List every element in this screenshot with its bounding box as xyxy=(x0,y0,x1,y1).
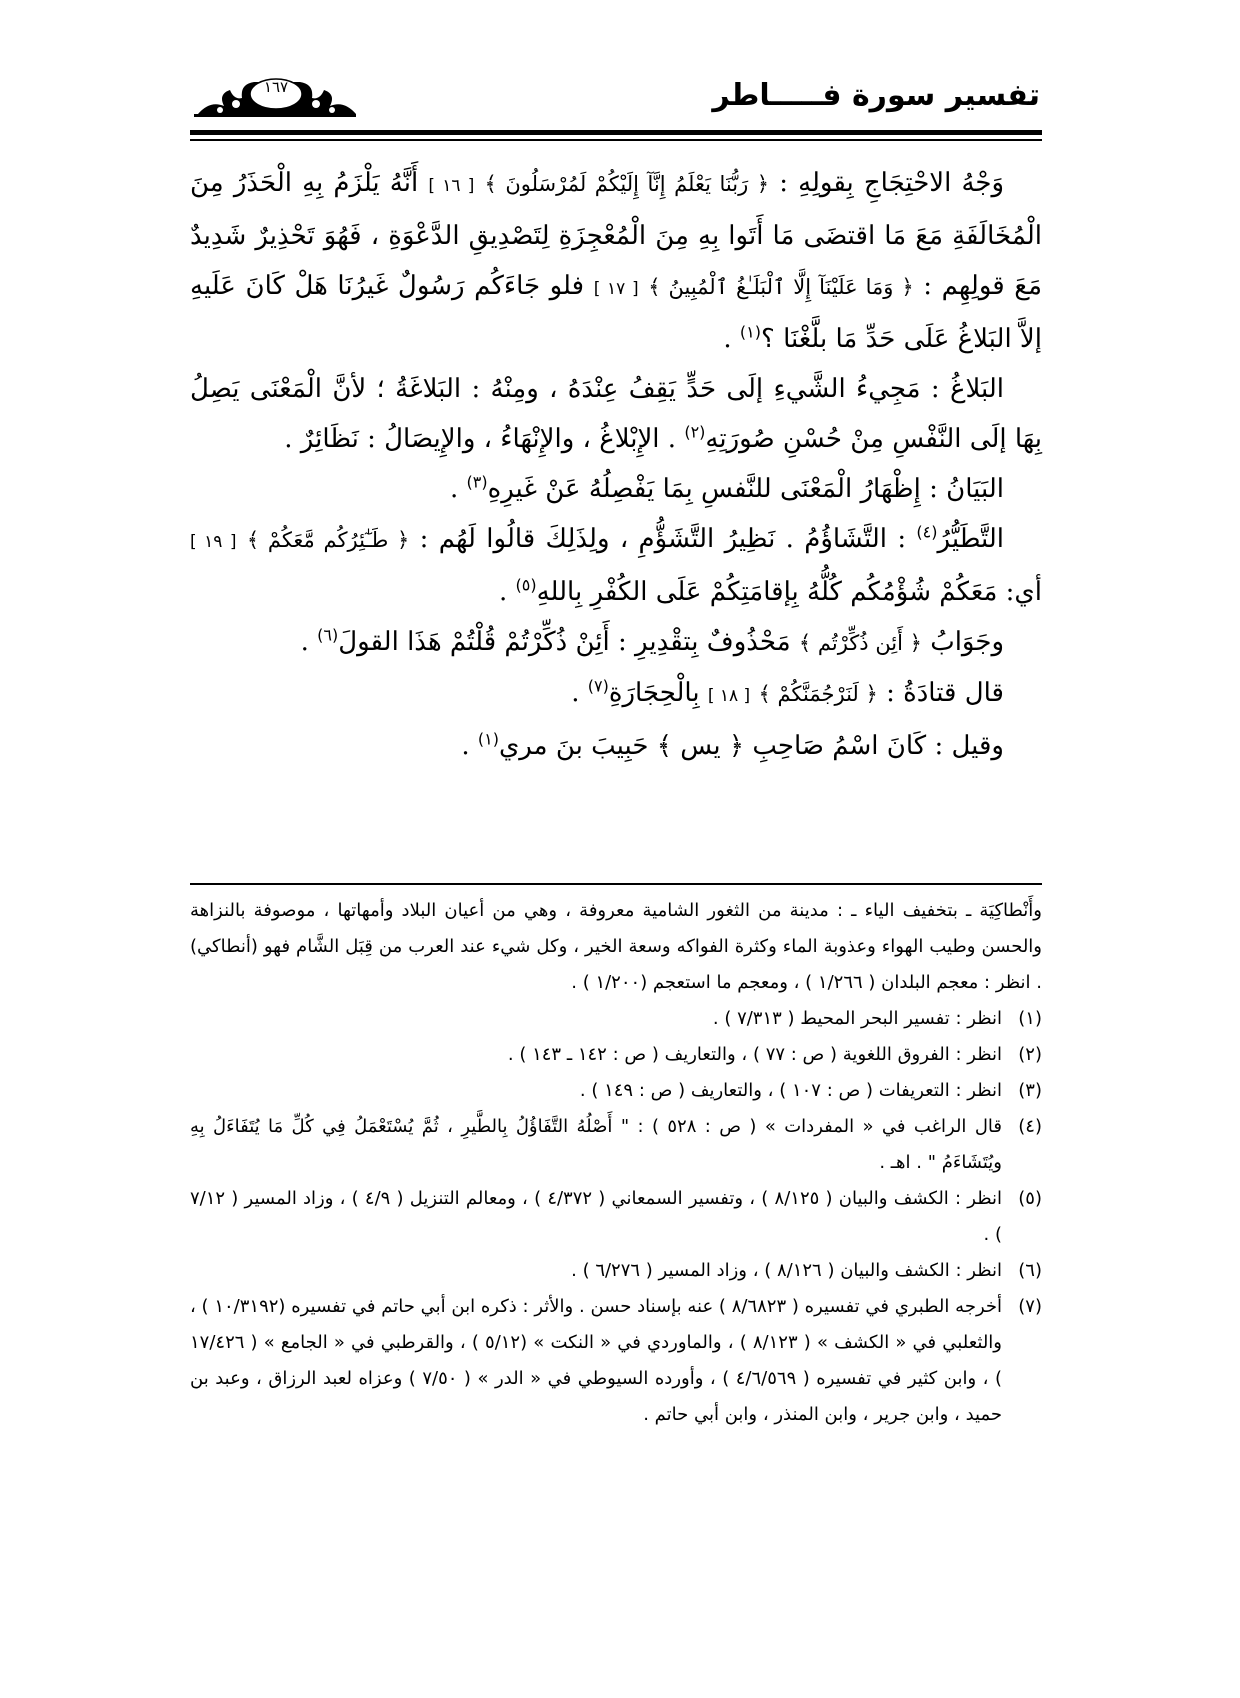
p7-end: . xyxy=(461,731,478,761)
paragraph-6 xyxy=(190,668,1042,721)
footnote-text: أخرجه الطبري في تفسيره ( ٨/٦٨٢٣ ) عنه بإسناد حسن . والأثر : ذكره ابن أبي حاتم في تفسيره (١٠/٣١٩٢ ) ، والثعلبي في « الكشف » ( ٨/١٢٣ ) ، والماوردي في « النكت » (٥/١٢ ) ، والقرطبي في « الجامع » ( ١٧/٤٢٦ ) ، وابن كثير في تفسيره ( ٤/٦/٥٦٩ ) ، وأورده السيوطي في « الدر » ( ٧/٥٠ ) وعزاه لعبد الرزاق ، وعبد بن حميد ، وابن جرير ، وابن المنذر ، وابن أبي حاتم . xyxy=(190,1296,1003,1425)
footnote-item xyxy=(190,1073,1042,1109)
quran-verse: ﴿ لَنَرْجُمَنَّكُمْ ﴾ xyxy=(758,682,878,706)
page-header xyxy=(190,68,1040,134)
footnote-number: (٢) xyxy=(1018,1044,1042,1065)
p1-text-2: فلو جَاءَكُم رَسُولٌ غَيرُنَا هَلْ كَانَ عَلَيهِ إلاَّ البَلاغُ عَلَى حَدِّ مَا بلَّغْنَا ؟ xyxy=(190,271,1042,354)
footnote-separator xyxy=(190,883,1042,885)
p2-text-2: . الإِبْلاغُ ، والإِنْهَاءُ ، والإِيصَالُ : نَظَائِرٌ . xyxy=(284,424,685,454)
main-text xyxy=(190,158,1042,771)
paragraph-1 xyxy=(190,158,1042,364)
footnote-text: قال الراغب في « المفردات » ( ص : ٥٢٨ ) : " أَصْلُهُ التَّفَاؤُلُ بِالطَّيرِ ، ثُمَّ يُسْتَعْمَلُ فِي كُلِّ مَا يُتَفَاءَلُ بِهِ ويُتَشَاءَمُ " . اهـ . xyxy=(190,1116,1002,1173)
verse-ref: [ ١٦ ] xyxy=(428,176,475,196)
header-rule-thin xyxy=(190,139,1042,141)
p4-text: التَّطَيُّرُ xyxy=(937,524,1005,554)
p6-text-2: بِالْحِجَارَةِ xyxy=(608,678,700,708)
footnote-text: انظر : الكشف والبيان ( ٨/١٢٥ ) ، وتفسير السمعاني ( ٤/٣٧٢ ) ، ومعالم التنزيل ( ٤/٩ ) ، وزاد المسير ( ٧/١٢ ) . xyxy=(190,1188,1002,1245)
footnote-text: انظر : الفروق اللغوية ( ص : ٧٧ ) ، والتعاريف ( ص : ١٤٢ ـ ١٤٣ ) . xyxy=(507,1044,1002,1065)
p6-text: قال قتادَةُ : xyxy=(886,678,1004,708)
p7-text: وقيل : كَانَ اسْمُ صَاحِبِ ﴿ يس ﴾ حَبِيبَ بنَ مري xyxy=(498,731,1004,761)
quran-verse: ﴿ رَبُّنَا يَعْلَمُ إِنَّآ إِلَيْكُمْ لَمُرْسَلُونَ ﴾ xyxy=(484,172,770,196)
p1-intro: وَجْهُ الاحْتِجَاجِ بِقولِهِ : xyxy=(779,168,1005,198)
p3-text: البَيَانُ : إِظْهَارُ الْمَعْنَى للنَّفسِ بِمَا يَفْصِلُهُ عَنْ غَيرِهِ xyxy=(487,474,1004,504)
footnote-number: (١) xyxy=(1018,1008,1042,1029)
footnote-ref: (١) xyxy=(739,322,762,342)
footnote-text: انظر : التعريفات ( ص : ١٠٧ ) ، والتعاريف ( ص : ١٤٩ ) . xyxy=(579,1080,1002,1101)
footnote-text: انظر : تفسير البحر المحيط ( ٧/٣١٣ ) . xyxy=(712,1008,1002,1029)
p4-text-3: أي: مَعَكُمْ شُؤْمُكُم كُلُّهُ بِإقامَتِكُمْ عَلَى الكُفْرِ بِاللهِ xyxy=(536,577,1042,607)
p5-text-2: مَحْذُوفٌ بِتقْدِيرِ : أَئِنْ ذُكِّرْتُمْ قُلْتُمْ هَذَا القولَ xyxy=(338,627,791,657)
paragraph-5 xyxy=(190,617,1042,668)
footnote-ref: (٤) xyxy=(916,522,938,542)
quran-verse: ﴿ طَـٰٓئِرُكُم مَّعَكُمْ ﴾ xyxy=(246,528,410,552)
footnote-item xyxy=(190,1037,1042,1073)
footnote-ref: (٣) xyxy=(466,472,488,492)
footnote-ref: (٧) xyxy=(587,676,609,696)
page-title: تفسير سورة فـــــاطر xyxy=(712,78,1040,113)
p3-end: . xyxy=(449,474,467,504)
footnote-number: (٧) xyxy=(1018,1296,1042,1317)
p5-text: وجَوَابُ xyxy=(930,627,1004,657)
footnote-item xyxy=(190,1109,1042,1181)
footnote-number: (٤) xyxy=(1018,1116,1042,1137)
footnote-item xyxy=(190,1253,1042,1289)
footnotes xyxy=(190,893,1042,1433)
header-rule-thick xyxy=(190,130,1042,135)
p4-end: . xyxy=(498,577,516,607)
footnote-ref: (١) xyxy=(477,729,499,749)
p1-text: أَنَّهُ يَلْزَمُ بِهِ الْحَذَرُ مِنَ الْمُخَالَفَةِ مَعَ مَا اقتضَى مَا أَتَوا بِهِ مِنَ الْمُعْجِزَةِ لِتَصْدِيقِ الدَّعْوَةِ ، فَهُوَ تَحْذِيرٌ شَدِيدٌ مَعَ قولِهِم : xyxy=(190,168,1043,301)
footnote-number: (٦) xyxy=(1018,1260,1042,1281)
footnote-number: (٥) xyxy=(1018,1188,1042,1209)
verse-ref: [ ١٩ ] xyxy=(190,532,237,552)
footnote-number: (٣) xyxy=(1018,1080,1042,1101)
verse-ref: [ ١٨ ] xyxy=(707,686,751,706)
footnote-continuation: وأَنْطاكِيَة ـ بتخفيف الياء ـ : مدينة من الثغور الشامية معروفة ، وهي من أعيان البلاد وأمهاتها ، موصوفة بالنزاهة والحسن وطيب الهواء وعذوبة الماء وكثرة الفواكه وسعة الخير ، وكل شيء عند العرب من قِبَل الشَّام فهو (أنطاكي) . انظر : معجم البلدان ( ١/٢٦٦ ) ، ومعجم ما استعجم (١/٢٠٠ ) . xyxy=(190,900,1042,993)
page-number: ١٦٧ xyxy=(263,78,289,96)
footnote-ref: (٢) xyxy=(684,422,706,442)
p5-end: . xyxy=(300,627,318,657)
p6-end: . xyxy=(571,678,588,708)
verse-ref: [ ١٧ ] xyxy=(593,279,639,299)
paragraph-4 xyxy=(190,514,1042,617)
p4-text-2: : التَّشَاؤُمُ . نَظِيرُ التَّشَؤُّمِ ، ولِذَلِكَ قالُوا لَهُم : xyxy=(419,524,917,554)
footnote-text: انظر : الكشف والبيان ( ٨/١٢٦ ) ، وزاد المسير ( ٦/٢٧٦ ) . xyxy=(571,1260,1002,1281)
paragraph-3 xyxy=(190,464,1042,514)
footnote-ref: (٦) xyxy=(317,625,339,645)
footnote-item xyxy=(190,1289,1042,1433)
footnote-item xyxy=(190,1181,1042,1253)
footnote-item xyxy=(190,1001,1042,1037)
paragraph-2 xyxy=(190,364,1042,464)
footnote-ref: (٥) xyxy=(515,575,537,595)
quran-verse: ﴿ أَئِن ذُكِّرْتُم ﴾ xyxy=(798,631,922,655)
p2-text: البَلاغُ : مَجِيءُ الشَّيءِ إلَى حَدٍّ يَقِفُ عِنْدَهُ ، ومِنْهُ : البَلاغَةُ ؛ لأنَّ الْمَعْنَى يَصِلُ بِهَا إلَى النَّفْسِ مِنْ حُسْنِ صُورَتِهِ xyxy=(190,374,1042,454)
paragraph-7 xyxy=(190,721,1042,771)
p1-end: . xyxy=(723,324,740,354)
quran-verse: ﴿ وَمَا عَلَيْنَآ إِلَّا ٱلْبَلَـٰغُ ٱلْمُبِينُ ﴾ xyxy=(648,275,914,299)
